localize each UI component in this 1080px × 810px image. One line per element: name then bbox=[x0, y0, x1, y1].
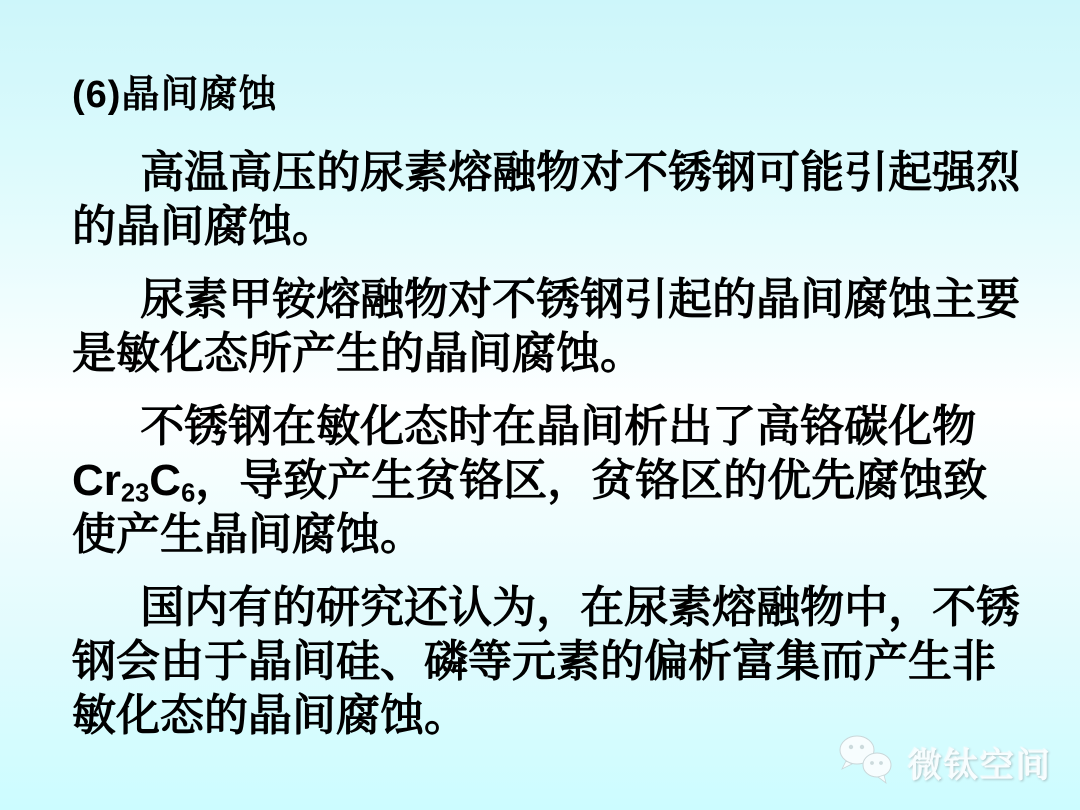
text-line bbox=[72, 635, 1012, 689]
paragraph bbox=[72, 581, 1021, 743]
text-segment: 是敏化态所产生的晶间腐蚀。 bbox=[72, 329, 644, 378]
text-segment: 国内有的研究还认为，在尿素熔融物中，不锈 bbox=[140, 583, 1021, 632]
subscript-segment: 23 bbox=[120, 479, 150, 508]
text-line bbox=[72, 327, 1012, 381]
text-line bbox=[72, 454, 1012, 508]
watermark bbox=[836, 733, 1052, 792]
text-line bbox=[72, 400, 1012, 454]
text-line bbox=[72, 146, 1021, 200]
slide-title: (6)晶间腐蚀 bbox=[72, 74, 278, 116]
text-segment: 使产生晶间腐蚀。 bbox=[72, 510, 424, 559]
text-segment: 敏化态的晶间腐蚀。 bbox=[72, 691, 468, 740]
text-segment: ，导致产生贫铬区，贫铬区的优先腐蚀致 bbox=[195, 456, 988, 505]
text-line bbox=[72, 508, 1012, 562]
paragraph bbox=[72, 146, 1021, 254]
wechat-bubbles-icon bbox=[836, 733, 898, 792]
body-text bbox=[72, 146, 1021, 743]
text-segment: Cr bbox=[72, 456, 121, 505]
text-segment: 钢会由于晶间硅、磷等元素的偏析富集而产生非 bbox=[72, 637, 996, 686]
text-line bbox=[72, 581, 1021, 635]
text-line bbox=[72, 273, 1021, 327]
text-segment: 的晶间腐蚀。 bbox=[72, 202, 336, 251]
subscript-segment: 6 bbox=[181, 479, 196, 508]
watermark-label: 微钛空间 bbox=[908, 747, 1052, 785]
slide-content bbox=[72, 68, 1021, 743]
text-segment: 尿素甲铵熔融物对不锈钢引起的晶间腐蚀主要 bbox=[140, 275, 1021, 324]
paragraph bbox=[72, 400, 1012, 562]
text-segment: C bbox=[149, 456, 182, 505]
text-segment: 不锈钢在敏化态时在晶间析出了高铬碳化物 bbox=[140, 402, 977, 451]
text-segment: 高温高压的尿素熔融物对不锈钢可能引起强烈 bbox=[140, 148, 1021, 197]
text-line bbox=[72, 200, 1012, 254]
paragraph bbox=[72, 273, 1021, 381]
